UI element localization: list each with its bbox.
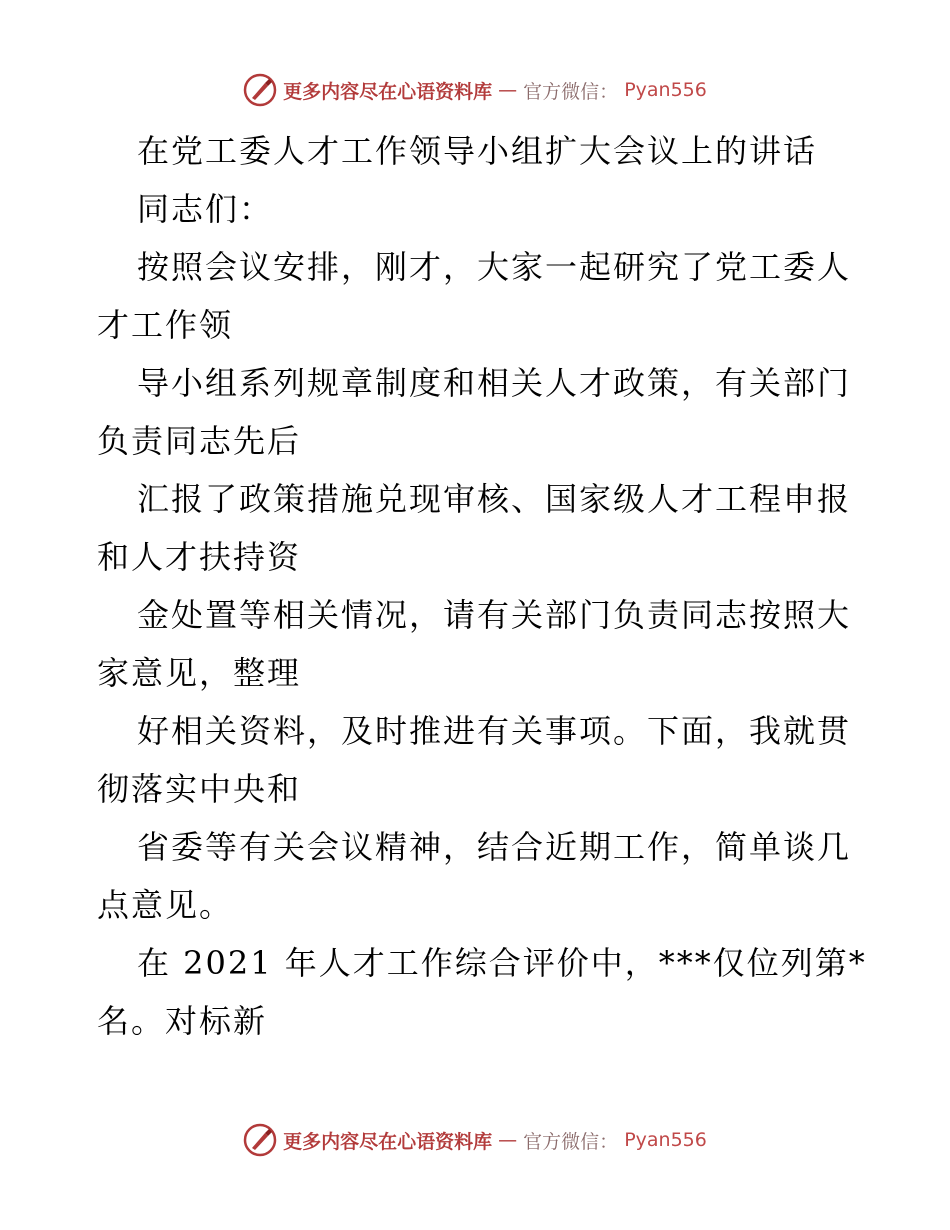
watermark-dash: —	[498, 79, 518, 101]
watermark-wechat-id: Pyan556	[624, 1129, 707, 1151]
document-body	[97, 122, 867, 1050]
paragraph-line: 导小组系列规章制度和相关人才政策，有关部门	[137, 364, 852, 402]
paragraph-line: 省委等有关会议精神，结合近期工作，简单谈几	[137, 828, 852, 866]
paragraph-line: 汇报了政策措施兑现审核、国家级人才工程申报	[137, 480, 852, 518]
watermark-wechat-id: Pyan556	[624, 79, 707, 101]
paragraph-line: 才工作领	[97, 306, 234, 344]
watermark-label: 官方微信：	[523, 1130, 619, 1153]
watermark-footer	[0, 1122, 950, 1158]
paragraph-line: 彻落实中央和	[97, 770, 302, 808]
paragraph-line: 点意见。	[97, 886, 234, 924]
watermark-dash: —	[498, 1129, 518, 1151]
watermark-brand: 更多内容尽在心语资料库	[283, 1130, 493, 1153]
paragraph-line: 负责同志先后	[97, 422, 302, 460]
fountain-pen-logo-icon	[243, 1123, 277, 1157]
paragraph-line: 名。对标新	[97, 1002, 268, 1040]
paragraph-line: 好相关资料，及时推进有关事项。下面，我就贯	[137, 712, 852, 750]
document-title: 在党工委人才工作领导小组扩大会议上的讲话	[137, 132, 818, 170]
salutation: 同志们：	[137, 190, 274, 228]
fountain-pen-logo-icon	[243, 73, 277, 107]
paragraph-line: 金处置等相关情况，请有关部门负责同志按照大	[137, 596, 852, 634]
paragraph-line: 在 2021 年人才工作综合评价中，***仅位列第*	[137, 944, 867, 982]
watermark-label: 官方微信：	[523, 80, 619, 103]
paragraph-line: 按照会议安排，刚才，大家一起研究了党工委人	[137, 248, 852, 286]
paragraph-line: 家意见，整理	[97, 654, 302, 692]
watermark-brand: 更多内容尽在心语资料库	[283, 80, 493, 103]
paragraph-line: 和人才扶持资	[97, 538, 302, 576]
watermark-header	[0, 72, 950, 108]
